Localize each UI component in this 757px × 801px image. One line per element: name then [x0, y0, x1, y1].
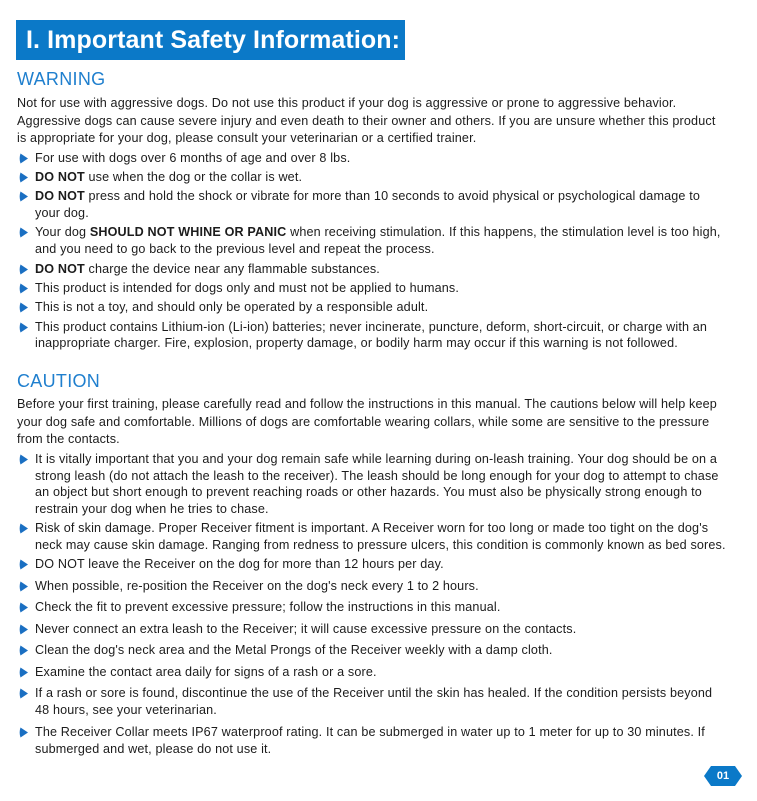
- arrow-bullet-icon: [18, 727, 29, 738]
- arrow-bullet-icon: [18, 645, 29, 656]
- bullet-text: press and hold the shock or vibrate for more than 10 seconds to avoid physical or psychological damage to your dog.: [35, 189, 701, 220]
- bullet-emphasis: DO NOT: [35, 189, 85, 203]
- arrow-bullet-icon: [18, 227, 29, 238]
- page-number-badge: [703, 765, 743, 787]
- arrow-bullet-icon: [18, 624, 29, 635]
- warning-bullet-item: [18, 299, 728, 316]
- warning-bullet-item: [18, 188, 728, 221]
- caution-list: [18, 451, 728, 757]
- arrow-bullet-icon: [18, 581, 29, 592]
- arrow-bullet-icon: [18, 191, 29, 202]
- arrow-bullet-icon: [18, 264, 29, 275]
- bullet-text: It is vitally important that you and your dog remain safe while learning during on-leash training. Your dog should be on a strong leash (do not attach the leash to the receiver). The leash should be long enough for your dog to attempt to chase an object but short enough to prevent reaching roads or other hazards. You must also be physically strong enough to restrain your dog when he tries to chase.: [35, 452, 719, 516]
- warning-bullet-item: [18, 261, 728, 278]
- warning-intro: Not for use with aggressive dogs. Do not use this product if your dog is aggressive or prone to aggressive behavior. Aggressive dogs can cause severe injury and even death to their owner and others. If you are unsure whether this product is appropriate for your dog, please consult your veterinarian or a certified trainer.: [17, 96, 716, 145]
- caution-bullet-item: [18, 451, 728, 517]
- caution-bullet-item: [18, 685, 728, 718]
- bullet-text: For use with dogs over 6 months of age and over 8 lbs.: [35, 151, 351, 165]
- bullet-emphasis: SHOULD NOT WHINE OR PANIC: [89, 225, 287, 239]
- bullet-text-lead: Your dog: [35, 225, 90, 239]
- caution-bullet-item: [18, 556, 728, 573]
- warning-bullet-item: [18, 224, 728, 257]
- caution-heading: CAUTION: [17, 371, 101, 391]
- arrow-bullet-icon: [18, 667, 29, 678]
- arrow-bullet-icon: [18, 153, 29, 164]
- bullet-text: charge the device near any flammable substances.: [84, 262, 380, 276]
- caution-bullet-item: [18, 599, 728, 616]
- arrow-bullet-icon: [18, 283, 29, 294]
- page-number: 01: [716, 770, 730, 782]
- arrow-bullet-icon: [18, 454, 29, 465]
- caution-bullet-item: [18, 621, 728, 638]
- arrow-bullet-icon: [18, 302, 29, 313]
- bullet-text: DO NOT leave the Receiver on the dog for more than 12 hours per day.: [35, 557, 444, 571]
- warning-bullet-item: [18, 280, 728, 297]
- bullet-emphasis: DO NOT: [35, 169, 85, 184]
- bullet-emphasis: DO NOT: [35, 262, 85, 276]
- bullet-text: Clean the dog's neck area and the Metal Prongs of the Receiver weekly with a damp cloth.: [35, 643, 553, 657]
- warning-bullet-item: [18, 319, 728, 352]
- bullet-text: when receiving stimulation. If this happens, the stimulation level is too high, and you need to go back to the previous level and repeat the process.: [35, 225, 721, 256]
- caution-bullet-item: [18, 578, 728, 595]
- warning-bullet-item: [18, 169, 728, 186]
- bullet-text: use when the dog or the collar is wet.: [84, 169, 303, 184]
- caution-bullet-item: [18, 664, 728, 681]
- caution-bullet-item: [18, 520, 728, 553]
- arrow-bullet-icon: [18, 523, 29, 534]
- bullet-text: Examine the contact area daily for signs of a rash or a sore.: [35, 664, 377, 679]
- arrow-bullet-icon: [18, 559, 29, 570]
- bullet-text: This product is intended for dogs only and must not be applied to humans.: [35, 280, 459, 295]
- bullet-text: This is not a toy, and should only be operated by a responsible adult.: [35, 300, 429, 314]
- arrow-bullet-icon: [18, 172, 29, 183]
- caution-bullet-item: [18, 642, 728, 659]
- bullet-text: This product contains Lithium-ion (Li-ion) batteries; never incinerate, puncture, deform, short-circuit, or charge with an inappropriate charger. Fire, explosion, property damage, or bodily harm may occur if this warning is not followed.: [35, 319, 708, 350]
- arrow-bullet-icon: [18, 602, 29, 613]
- warning-list: [18, 150, 728, 352]
- bullet-text: The Receiver Collar meets IP67 waterproof rating. It can be submerged in water up to 1 meter for up to 30 minutes. If submerged and wet, please do not use it.: [35, 725, 705, 756]
- section-title: I. Important Safety Information:: [16, 20, 405, 60]
- caution-bullet-item: [18, 724, 728, 757]
- bullet-text: When possible, re-position the Receiver on the dog's neck every 1 to 2 hours.: [35, 578, 479, 593]
- arrow-bullet-icon: [18, 322, 29, 333]
- arrow-bullet-icon: [18, 688, 29, 699]
- bullet-text: Risk of skin damage. Proper Receiver fitment is important. A Receiver worn for too long or made too tight on the dog's neck may cause skin damage. Ranging from redness to pressure ulcers, this condition is commonly known as bed sores.: [35, 521, 726, 552]
- bullet-text: Check the fit to prevent excessive pressure; follow the instructions in this manual.: [35, 600, 501, 614]
- warning-bullet-item: [18, 150, 728, 167]
- warning-heading: WARNING: [17, 69, 106, 89]
- bullet-text: Never connect an extra leash to the Receiver; it will cause excessive pressure on the contacts.: [35, 621, 577, 636]
- caution-intro: Before your first training, please carefully read and follow the instructions in this manual. The cautions below will help keep your dog safe and comfortable. Millions of dogs are comfortable wearing collars, while some are sensitive to the pressure from the contacts.: [17, 397, 717, 446]
- bullet-text: If a rash or sore is found, discontinue the use of the Receiver until the skin has healed. If the condition persists beyond 48 hours, see your veterinarian.: [35, 686, 713, 717]
